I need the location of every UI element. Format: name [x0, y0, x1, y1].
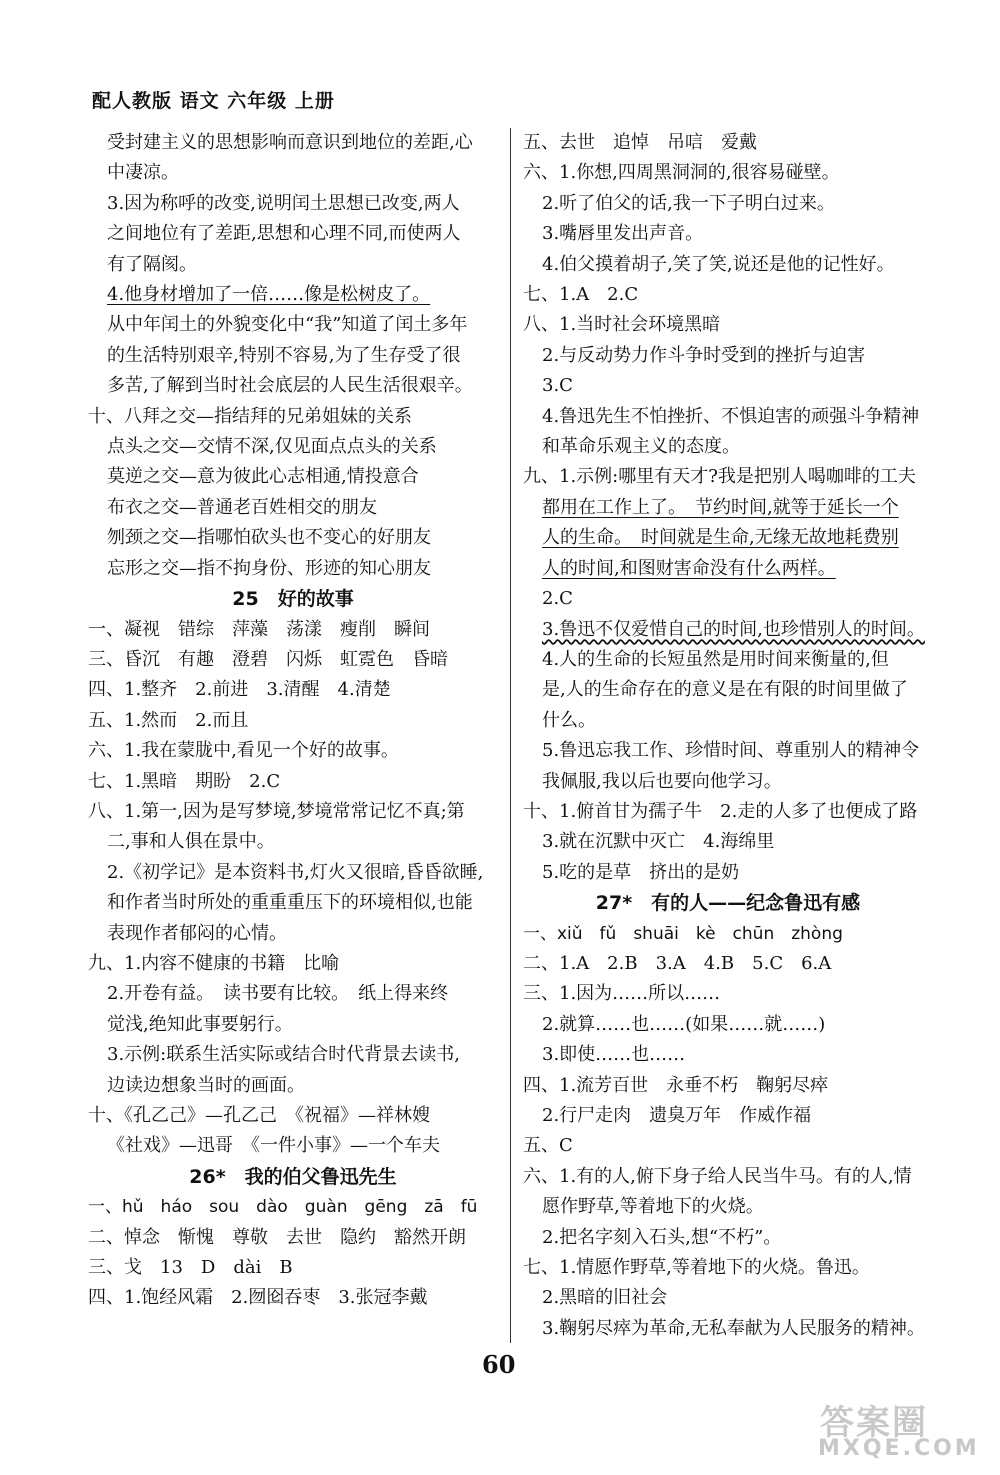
answer-line: [88, 615, 498, 645]
answer-text: 十、八拜之交—指结拜的兄弟姐妹的关系: [88, 405, 412, 427]
answer-text: 2.把名字刻入石头,想“不朽”。: [542, 1226, 782, 1248]
answer-text: 什么。: [542, 709, 596, 731]
answer-text: 3.鲁迅不仅爱惜自己的时间,也珍惜别人的时间。: [542, 618, 925, 640]
answer-text: 3.示例:联系生活实际或结合时代背景去读书,: [107, 1044, 460, 1066]
answer-line: [88, 158, 498, 188]
answer-text: 2.与反动势力作斗争时受到的挫折与迫害: [542, 344, 866, 366]
answer-line: [523, 128, 933, 158]
answer-line: [523, 462, 933, 492]
answer-text: 点头之交—交情不深,仅见面点点头的关系: [107, 436, 437, 458]
answer-line: [88, 736, 498, 766]
answer-text: 二、1.A 2.B 3.A 4.B 5.C 6.A: [523, 952, 832, 974]
answer-line: [523, 1223, 933, 1253]
answer-line: [88, 1010, 498, 1040]
answer-line: [523, 280, 933, 310]
answer-line: [523, 310, 933, 340]
answer-line: [523, 858, 933, 888]
answer-text: 二、悼念 惭愧 尊敬 去世 隐约 豁然开朗: [88, 1226, 466, 1248]
answer-text: 忘形之交—指不拘身份、形迹的知心朋友: [107, 557, 431, 579]
answer-line: [523, 219, 933, 249]
answer-text: 《社戏》—迅哥 《一件小事》—一个车夫: [107, 1135, 440, 1157]
answer-text: 多苦,了解到当时社会底层的人民生活很艰辛。: [107, 375, 473, 397]
answer-text: 5.鲁迅忘我工作、珍惜时间、尊重别人的精神令: [542, 740, 920, 762]
answer-text: 4.他身材增加了一倍……像是松树皮了。: [107, 284, 431, 306]
answer-line: [88, 827, 498, 857]
answer-line: [88, 341, 498, 371]
answer-line: [523, 615, 933, 645]
answer-line: [88, 554, 498, 584]
answer-line: [88, 675, 498, 705]
answer-line: [88, 280, 498, 310]
answer-line: [523, 1071, 933, 1101]
watermark-logo: 答案圈: [820, 1403, 928, 1443]
answer-text: 2.黑暗的旧社会: [542, 1287, 668, 1309]
watermark-url: MXQE.COM: [818, 1436, 980, 1461]
answer-text: 莫逆之交—意为彼此心志相通,情投意合: [107, 466, 419, 488]
answer-text: 边读边想象当时的画面。: [107, 1074, 305, 1096]
answer-text: 受封建主义的思想影响而意识到地位的差距,心: [107, 132, 473, 153]
answer-text: 七、1.黑暗 期盼 2.C: [88, 770, 281, 792]
answer-text: 一、凝视 错综 萍藻 荡漾 瘦削 瞬间: [88, 618, 430, 640]
answer-text: 一、hǔ háo sou dào guàn gēng zā fū: [88, 1197, 478, 1218]
answer-text: 一、xiǔ fǔ shuāi kè chūn zhòng: [523, 923, 843, 944]
answer-line: [523, 1010, 933, 1040]
page-header: 配人教版 语文 六年级 上册: [92, 90, 335, 112]
section-title: [88, 1162, 498, 1192]
answer-line: [523, 1040, 933, 1070]
answer-text: 七、1.A 2.C: [523, 284, 639, 306]
answer-line: [88, 402, 498, 432]
answer-text: 觉浅,绝知此事要躬行。: [107, 1013, 293, 1035]
answer-line: [523, 736, 933, 766]
left-column: [88, 128, 498, 1314]
answer-text: 八、1.当时社会环境黑暗: [523, 314, 721, 336]
answer-line: [523, 1131, 933, 1161]
answer-line: [523, 432, 933, 462]
answer-text: 五、去世 追悼 吊唁 爱戴: [523, 132, 757, 153]
answer-line: [523, 1283, 933, 1313]
answer-line: [88, 888, 498, 918]
answer-line: [88, 1253, 498, 1283]
answer-text: 刎颈之交—指哪怕砍头也不变心的好朋友: [107, 527, 431, 549]
answer-text: 三、1.因为……所以……: [523, 983, 721, 1005]
right-column: [523, 128, 933, 1344]
answer-text: 2.C: [542, 588, 573, 610]
answer-text: 2.就算……也……(如果……就……): [542, 1013, 826, 1035]
answer-text: 都用在工作上了。 节约时间,就等于延长一个: [542, 496, 899, 518]
answer-line: [523, 1162, 933, 1192]
answer-text: 2.听了伯父的话,我一下子明白过来。: [542, 192, 835, 214]
answer-text: 之间地位有了差距,思想和心理不同,而使两人: [107, 223, 461, 245]
answer-line: [88, 1101, 498, 1131]
answer-line: [523, 1101, 933, 1131]
answer-line: [88, 219, 498, 249]
answer-text: 和革命乐观主义的态度。: [542, 436, 740, 458]
answer-line: [523, 250, 933, 280]
answer-text: 3.就在沉默中灭亡 4.海绵里: [542, 831, 775, 853]
answer-text: 4.人的生命的长短虽然是用时间来衡量的,但: [542, 648, 889, 670]
answer-line: [88, 1192, 498, 1222]
answer-line: [523, 827, 933, 857]
answer-text: 九、1.示例:哪里有天才?我是把别人喝咖啡的工夫: [523, 466, 916, 488]
answer-line: [523, 1314, 933, 1344]
answer-text: 的生活特别艰辛,特别不容易,为了生存受了很: [107, 344, 461, 366]
answer-text: 三、昏沉 有趣 澄碧 闪烁 虹霓色 昏暗: [88, 648, 448, 670]
answer-line: [88, 797, 498, 827]
answer-text: 布衣之交—普通老百姓相交的朋友: [107, 496, 377, 518]
column-divider: [510, 128, 511, 1343]
answer-text: 3.因为称呼的改变,说明闰土思想已改变,两人: [107, 192, 460, 214]
answer-line: [523, 1253, 933, 1283]
answer-text: 4.鲁迅先生不怕挫折、不惧迫害的顽强斗争精神: [542, 405, 920, 427]
answer-text: 九、1.内容不健康的书籍 比喻: [88, 952, 340, 974]
answer-line: [523, 1192, 933, 1222]
answer-line: [88, 128, 498, 158]
answer-line: [88, 1040, 498, 1070]
answer-text: 六、1.你想,四周黑洞洞的,很容易碰壁。: [523, 162, 840, 184]
answer-text: 3.即使……也……: [542, 1044, 686, 1066]
page-number: 60: [482, 1350, 516, 1379]
answer-line: [523, 402, 933, 432]
answer-text: 3.C: [542, 375, 573, 397]
answer-line: [88, 949, 498, 979]
answer-text: 2.《初学记》是本资料书,灯火又很暗,昏昏欲睡,: [107, 861, 484, 883]
answer-text: 二,事和人俱在景中。: [107, 831, 275, 853]
answer-text: 27* 有的人——纪念鲁迅有感: [595, 892, 861, 915]
answer-text: 十、1.俯首甘为孺子牛 2.走的人多了也便成了路: [523, 800, 918, 822]
answer-text: 四、1.饱经风霜 2.囫囵吞枣 3.张冠李戴: [88, 1287, 428, 1309]
answer-text: 六、1.有的人,俯下身子给人民当牛马。有的人,情: [523, 1165, 912, 1187]
answer-line: [88, 767, 498, 797]
answer-line: [523, 493, 933, 523]
answer-line: [88, 493, 498, 523]
answer-text: 2.开卷有益。 读书要有比较。 纸上得来终: [107, 983, 449, 1005]
answer-text: 26* 我的伯父鲁迅先生: [189, 1165, 397, 1188]
answer-text: 表现作者郁闷的心情。: [107, 922, 287, 944]
answer-line: [523, 523, 933, 553]
answer-text: 2.行尸走肉 遗臭万年 作威作福: [542, 1105, 812, 1126]
answer-line: [523, 919, 933, 949]
answer-text: 八、1.第一,因为是写梦境,梦境常常记忆不真;第: [88, 800, 465, 822]
answer-line: [88, 919, 498, 949]
answer-line: [523, 189, 933, 219]
answer-line: [523, 797, 933, 827]
answer-line: [88, 462, 498, 492]
answer-text: 3.嘴唇里发出声音。: [542, 223, 704, 245]
answer-line: [523, 706, 933, 736]
answer-text: 5.吃的是草 挤出的是奶: [542, 861, 740, 883]
answer-line: [523, 675, 933, 705]
answer-line: [523, 979, 933, 1009]
answer-text: 中凄凉。: [107, 162, 179, 184]
answer-text: 七、1.情愿作野草,等着地下的火烧。鲁迅。: [523, 1257, 870, 1279]
answer-line: [523, 949, 933, 979]
answer-text: 有了隔阂。: [107, 253, 197, 275]
answer-text: 愿作野草,等着地下的火烧。: [542, 1196, 764, 1218]
answer-line: [88, 432, 498, 462]
answer-line: [88, 706, 498, 736]
answer-text: 4.伯父摸着胡子,笑了笑,说还是他的记性好。: [542, 253, 895, 275]
answer-text: 四、1.流芳百世 永垂不朽 鞠躬尽瘁: [523, 1074, 829, 1096]
answer-line: [88, 371, 498, 401]
section-title: [88, 584, 498, 614]
answer-text: 人的生命。 时间就是生命,无缘无故地耗费别: [542, 527, 899, 549]
answer-text: 五、1.然而 2.而且: [88, 709, 249, 731]
answer-line: [88, 1071, 498, 1101]
answer-line: [523, 158, 933, 188]
answer-line: [523, 584, 933, 614]
answer-text: 从中年闰土的外貌变化中“我”知道了闰土多年: [107, 314, 468, 336]
answer-line: [88, 979, 498, 1009]
answer-line: [88, 1223, 498, 1253]
answer-line: [523, 767, 933, 797]
answer-line: [523, 554, 933, 584]
answer-text: 是,人的生命存在的意义是在有限的时间里做了: [542, 679, 908, 701]
answer-line: [88, 250, 498, 280]
answer-text: 3.鞠躬尽瘁为革命,无私奉献为人民服务的精神。: [542, 1317, 925, 1339]
answer-text: 三、戈 13 D dài B: [88, 1257, 293, 1279]
answer-text: 六、1.我在蒙胧中,看见一个好的故事。: [88, 740, 399, 762]
answer-text: 四、1.整齐 2.前进 3.清醒 4.清楚: [88, 679, 391, 701]
answer-text: 人的时间,和图财害命没有什么两样。: [542, 557, 836, 579]
answer-line: [88, 1283, 498, 1313]
answer-line: [88, 310, 498, 340]
answer-line: [523, 341, 933, 371]
answer-line: [88, 1131, 498, 1161]
answer-line: [88, 858, 498, 888]
answer-text: 十、《孔乙己》—孔乙己 《祝福》—祥林嫂: [88, 1105, 430, 1126]
answer-line: [88, 189, 498, 219]
answer-text: 五、C: [523, 1135, 573, 1157]
answer-line: [523, 371, 933, 401]
answer-line: [88, 645, 498, 675]
answer-text: 25 好的故事: [232, 588, 354, 611]
section-title: [523, 888, 933, 918]
answer-line: [88, 523, 498, 553]
answer-text: 我佩服,我以后也要向他学习。: [542, 770, 782, 792]
answer-text: 和作者当时所处的重重重压下的环境相似,也能: [107, 892, 473, 914]
answer-line: [523, 645, 933, 675]
